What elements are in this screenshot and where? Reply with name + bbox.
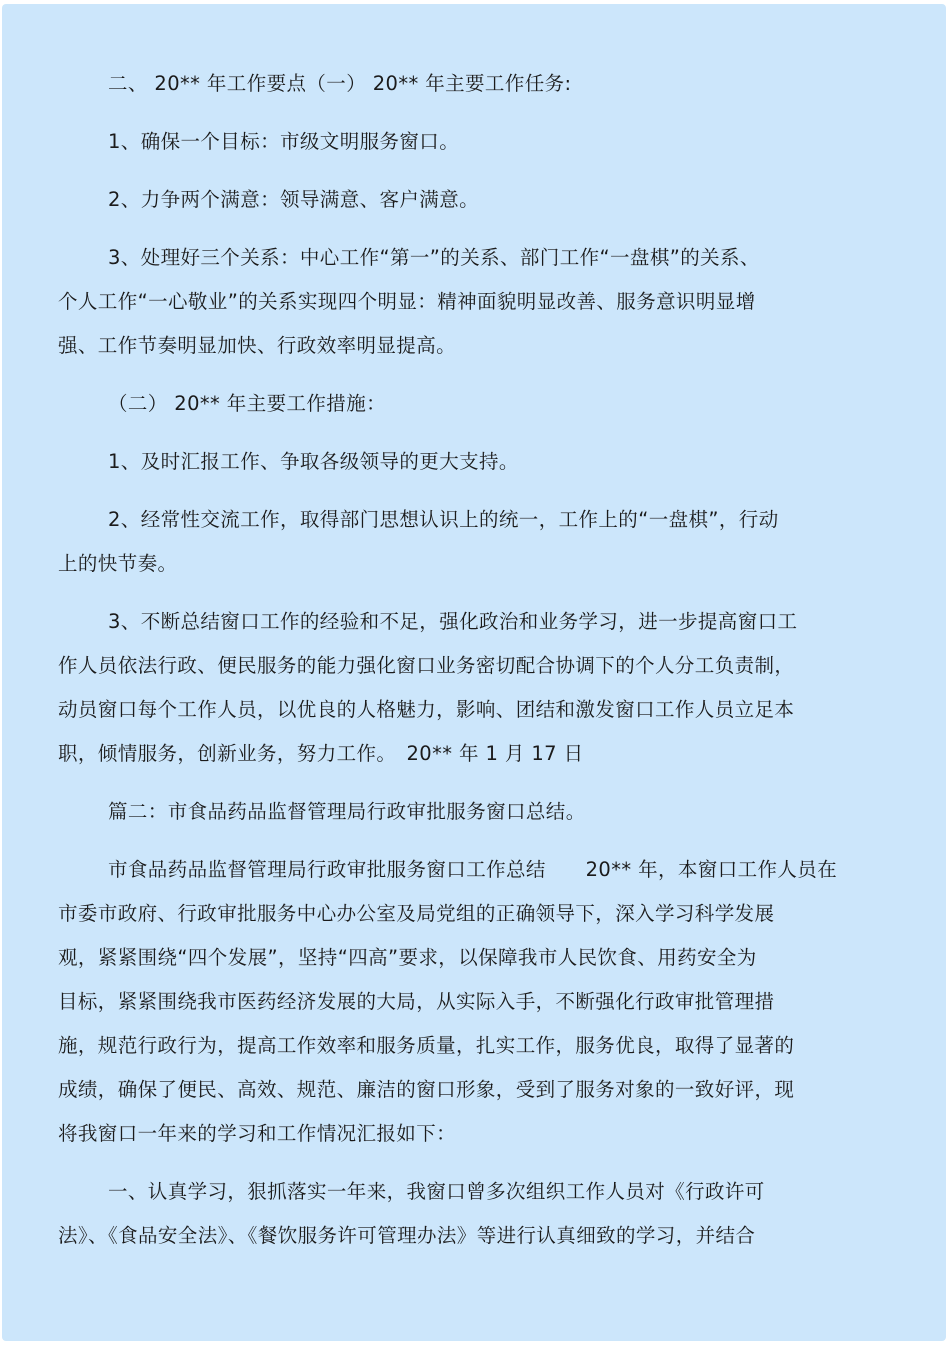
text-line: 2、经常性交流工作，取得部门思想认识上的统一，工作上的“一盘棋”，行动	[108, 508, 779, 531]
text-line: 成绩，确保了便民、高效、规范、廉洁的窗口形象，受到了服务对象的一致好评，现	[58, 1078, 795, 1101]
paragraph	[58, 790, 864, 834]
paragraph	[58, 236, 864, 368]
document-page	[2, 4, 946, 1341]
paragraph	[58, 498, 864, 586]
text-line: 市委市政府、行政审批服务中心办公室及局党组的正确领导下，深入学习科学发展	[58, 902, 775, 925]
paragraph	[58, 1170, 864, 1258]
text-line: 作人员依法行政、便民服务的能力强化窗口业务密切配合协调下的个人分工负责制，	[58, 654, 795, 677]
text-line: 二、 20** 年工作要点（一） 20** 年主要工作任务:	[108, 72, 572, 95]
text-line: （二） 20** 年主要工作措施：	[108, 392, 387, 415]
paragraph	[58, 440, 864, 484]
text-line: 一、认真学习，狠抓落实一年来，我窗口曾多次组织工作人员对《行政许可	[108, 1180, 765, 1203]
document-body	[58, 62, 864, 1272]
text-line: 1、及时汇报工作、争取各级领导的更大支持。	[108, 450, 519, 473]
text-line: 市食品药品监督管理局行政审批服务窗口工作总结 20** 年，本窗口工作人员在	[108, 858, 838, 881]
text-line: 篇二：市食品药品监督管理局行政审批服务窗口总结。	[108, 800, 586, 823]
paragraph	[58, 178, 864, 222]
text-line: 1、确保一个目标：市级文明服务窗口。	[108, 130, 460, 153]
text-line: 个人工作“一心敬业”的关系实现四个明显：精神面貌明显改善、服务意识明显增	[58, 290, 756, 313]
text-line: 3、处理好三个关系：中心工作“第一”的关系、部门工作“一盘棋”的关系、	[108, 246, 760, 269]
text-line: 施，规范行政行为，提高工作效率和服务质量，扎实工作，服务优良，取得了显著的	[58, 1034, 795, 1057]
paragraph	[58, 600, 864, 776]
paragraph	[58, 382, 864, 426]
text-line: 目标，紧紧围绕我市医药经济发展的大局，从实际入手，不断强化行政审批管理措	[58, 990, 775, 1013]
text-line: 3、不断总结窗口工作的经验和不足，强化政治和业务学习，进一步提高窗口工	[108, 610, 798, 633]
text-line: 职，倾情服务，创新业务，努力工作。 20** 年 1 月 17 日	[58, 742, 584, 765]
paragraph	[58, 62, 864, 106]
text-line: 将我窗口一年来的学习和工作情况汇报如下：	[58, 1122, 457, 1145]
paragraph	[58, 120, 864, 164]
paragraph	[58, 848, 864, 1156]
text-line: 动员窗口每个工作人员，以优良的人格魅力，影响、团结和激发窗口工作人员立足本	[58, 698, 795, 721]
text-line: 2、力争两个满意：领导满意、客户满意。	[108, 188, 480, 211]
text-line: 上的快节奏。	[58, 552, 178, 575]
text-line: 观，紧紧围绕“四个发展”，坚持“四高”要求，以保障我市人民饮食、用药安全为	[58, 946, 757, 969]
text-line: 强、工作节奏明显加快、行政效率明显提高。	[58, 334, 457, 357]
text-line: 法》、《食品安全法》、《餐饮服务许可管理办法》等进行认真细致的学习，并结合	[58, 1224, 756, 1247]
